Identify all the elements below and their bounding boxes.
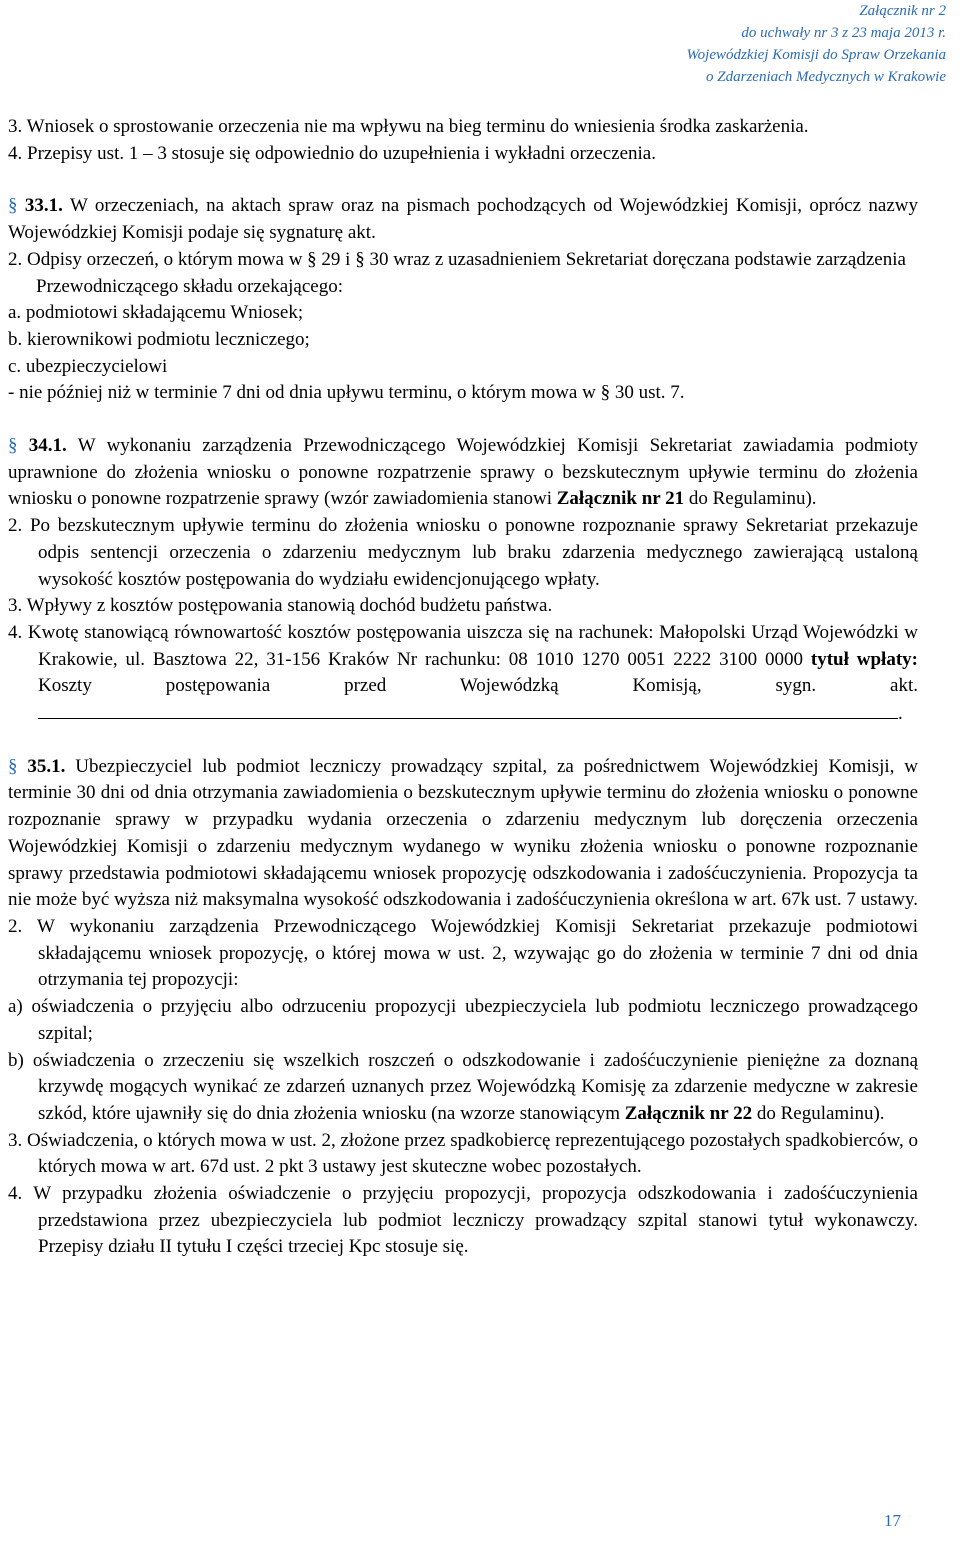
paragraph-text: Oświadczenia, o których mowa w ust. 2, złożone przez spadkobiercę reprezentującego pozostałych spadkobierców, o których mowa w art. 67d ust. 2 pkt 3 ustawy jest skuteczne wobec pozostałych.	[27, 1129, 918, 1178]
paragraph-number: 3.	[8, 1129, 23, 1151]
section-number: 33.1.	[24, 195, 63, 217]
paragraph-32-4: 4. Przepisy ust. 1 – 3 stosuje się odpowiednio do uzupełnienia i wykładni orzeczenia.	[8, 142, 656, 164]
payment-title-label: tytuł wpłaty:	[810, 648, 918, 670]
header-line: o Zdarzeniach Medycznych w Krakowie	[706, 69, 946, 85]
list-item-a: a. podmiotowi składającemu Wniosek;	[8, 302, 304, 324]
paragraph-35-3	[8, 1128, 918, 1181]
paragraph-number: 2.	[8, 915, 23, 937]
section-number: 34.1.	[28, 435, 67, 457]
header-line: Wojewódzkiej Komisji do Spraw Orzekania	[686, 47, 946, 63]
paragraph-number: 3.	[8, 595, 23, 617]
paragraph-text: W wykonaniu zarządzenia Przewodniczącego Wojewódzkiej Komisji Sekretariat przekazuje podmiotowi składającemu wniosek propozycję, o której mowa w ust. 2, wzywając go do złożenia w terminie 7 dni od dnia otrzymania tej propozycji:	[36, 915, 918, 991]
attachment-header	[687, 0, 946, 88]
paragraph-number: 2.	[8, 515, 23, 537]
paragraph-35-4	[8, 1181, 918, 1261]
document-body	[8, 114, 918, 1261]
paragraph-end: .	[898, 703, 903, 725]
paragraph-text: Po bezskutecznym upływie terminu do złożenia wniosku o ponowne rozpoznanie sprawy Sekretariat przekazuje odpis sentencji orzeczenia o zdarzeniu medycznym lub braku zdarzenia medycznego zawierającą ustaloną wysokość kosztów postępowania do wydziału ewidencjonującego wpłaty.	[29, 515, 918, 590]
paragraph-34-4	[8, 620, 918, 728]
paragraph-text: W przypadku złożenia oświadczenie o przyjęciu propozycji, propozycja odszkodowania i zadośćuczynienia przedstawiona przez ubezpieczyciela lub podmiot leczniczy prowadzący szpital stanowi tytuł wykonawczy. Przepisy działu II tytułu I części trzeciej Kpc stosuje się.	[33, 1183, 918, 1258]
paragraph-35-2	[8, 914, 918, 994]
section-number: 35.1.	[27, 755, 66, 777]
item-text: oświadczenia o zrzeczeniu się wszelkich roszczeń o odszkodowanie i zadośćuczynienie pieniężne za doznaną krzywdę mogących wynikać ze zdarzeń uznanych przez Wojewódzką Komisję za zdarzenie medyczne w zakresie szkód, które ujawniły się do dnia złożenia wniosku (na wzorze stanowiącym	[32, 1049, 918, 1124]
section-sign: §	[8, 195, 18, 217]
item-text: oświadczenia o przyjęciu albo odrzuceniu propozycji ubezpieczyciela lub podmiotu leczniczego prowadzącego szpital;	[31, 996, 918, 1044]
item-text-end: do Regulaminu).	[756, 1102, 885, 1124]
section-33	[8, 193, 918, 246]
list-item-b: b. kierownikowi podmiotu leczniczego;	[8, 328, 310, 350]
item-letter: a)	[8, 996, 23, 1018]
list-item-b	[8, 1048, 918, 1128]
paragraph-text: Koszty postępowania przed Wojewódzką Komisją, sygn. akt.	[38, 675, 918, 697]
section-34	[8, 433, 918, 513]
paragraph-34-1: W wykonaniu zarządzenia Przewodniczącego Wojewódzkiej Komisji Sekretariat zawiadamia podmioty uprawnione do złożenia wniosku o ponowne rozpatrzenie sprawy o bezskutecznym upływie terminu do złożenia wniosku o ponowne rozpatrzenie sprawy (wzór zawiadomienia stanowi	[8, 435, 918, 510]
signature-blank-line	[38, 700, 898, 719]
section-sign: §	[8, 755, 18, 777]
paragraph-number: 4.	[8, 1183, 23, 1205]
header-line: do uchwały nr 3 z 23 maja 2013 r.	[741, 25, 946, 41]
paragraph-number: 4.	[8, 621, 23, 643]
section-sign: §	[8, 435, 18, 457]
list-item-c: c. ubezpieczycielowi	[8, 355, 168, 377]
paragraph-33-1: W orzeczeniach, na aktach spraw oraz na pismach pochodzących od Wojewódzkiej Komisji, oprócz nazwy Wojewódzkiej Komisji podaje się sygnaturę akt.	[8, 195, 919, 244]
paragraph-34-2	[8, 513, 918, 593]
item-letter: b)	[8, 1049, 24, 1071]
list-item-a	[8, 994, 918, 1047]
page-number: 17	[884, 1511, 901, 1530]
paragraph-35-1: Ubezpieczyciel lub podmiot leczniczy prowadzący szpital, za pośrednictwem Wojewódzkiej Komisji, w terminie 30 dni od dnia otrzymania zawiadomienia o bezskutecznym upływie terminu do złożenia wniosku o ponowne rozpoznanie sprawy w przypadku wydania orzeczenia o zdarzeniu medycznym lub doręczenia orzeczenia Wojewódzkiej Komisji o zdarzeniu medycznym wydanego w wyniku złożenia wniosku o ponowne rozpoznanie sprawy przedstawia podmiotowi składającemu wniosek propozycję odszkodowania i zadośćuczynienia. Propozycja ta nie może być wyższa niż maksymalna wysokość odszkodowania i zadośćuczynienia określona w art. 67k ust. 7 ustawy.	[8, 755, 919, 911]
paragraph-text: Wpływy z kosztów postępowania stanowią dochód budżetu państwa.	[26, 595, 553, 617]
attachment-ref-21: Załącznik nr 21	[556, 488, 685, 510]
section-35	[8, 754, 918, 914]
paragraph-text: Kwotę stanowiącą równowartość kosztów postępowania uiszcza się na rachunek: Małopolski Urząd Wojewódzki w Krakowie, ul. Basztowa 22, 31-156 Kraków Nr rachunku: 08 1010 1270 0051 2222 3100 0000	[27, 621, 918, 670]
header-line: Załącznik nr 2	[859, 3, 946, 19]
paragraph-33-2: 2. Odpisy orzeczeń, o którym mowa w § 29 i § 30 wraz z uzasadnieniem Sekretariat doręczana podstawie zarządzenia Przewodniczącego składu orzekającego:	[8, 248, 906, 297]
paragraph-33-tail: - nie później niż w terminie 7 dni od dnia upływu terminu, o którym mowa w § 30 ust. 7.	[8, 382, 685, 404]
paragraph-34-1-end: do Regulaminu).	[688, 488, 817, 510]
paragraph-34-3	[8, 593, 918, 620]
attachment-ref-22: Załącznik nr 22	[624, 1102, 753, 1124]
paragraph-32-3: 3. Wniosek o sprostowanie orzeczenia nie ma wpływu na bieg terminu do wniesienia środka zaskarżenia.	[8, 116, 809, 137]
